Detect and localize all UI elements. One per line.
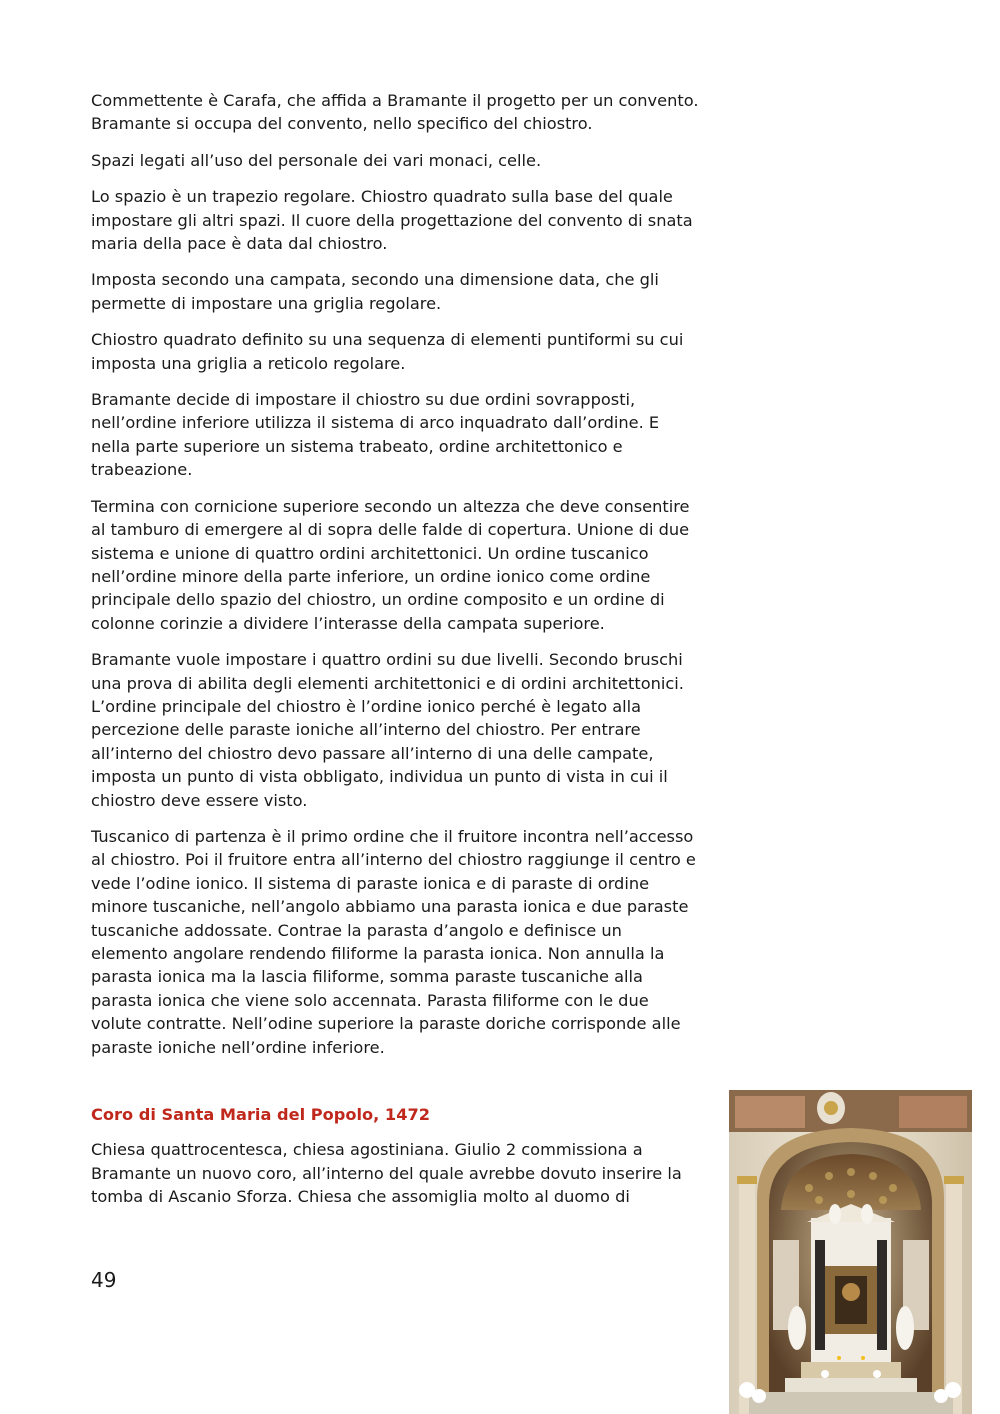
paragraph: Imposta secondo una campata, secondo una dimensione data, che gli permette di impostare una griglia regolare. — [91, 270, 659, 313]
body-text — [91, 89, 703, 1222]
paragraph: Commettente è Carafa, che affida a Bramante il progetto per un convento. Bramante si occupa del convento, nello specifico del chiostro. — [91, 91, 699, 134]
paragraph: Tuscanico di partenza è il primo ordine che il fruitore incontra nell’accesso al chiostro. Poi il fruitore entra all’interno del chiostro raggiunge il centro e vede l’odine ionico. Il sistema di paraste ionica e di paraste di ordine minore tuscaniche, nell’angolo abbiamo una parasta ionica e due paraste tuscaniche addossate. Contrae la parasta d’angolo e definisce un elemento angolare rendendo filiforme la parasta ionica. Non annulla la parasta ionica ma la lascia filiforme, somma paraste tuscaniche alla parasta ionica che viene solo accennata. Parasta filiforme con le due volute contratte. Nell’odine superiore la paraste doriche corrisponde alle paraste ioniche nell’ordine inferiore. — [91, 826, 696, 1057]
section-heading: Coro di Santa Maria del Popolo, 1472 — [91, 1105, 430, 1125]
paragraph: Termina con cornicione superiore secondo un altezza che deve consentire al tamburo di emergere al di sopra delle falde di copertura. Unione di due sistema e unione di quattro ordini architettonici. Un ordine tuscanico nell’ordine minore della parte inferiore, un ordine ionico come ordine principale dello spazio del chiostro, un ordine composito e un ordine di colonne corinzie a dividere l’interasse della campata superiore. — [91, 496, 690, 633]
paragraph: Bramante vuole impostare i quattro ordini su due livelli. Secondo bruschi una prova di abilita degli elementi architettonici e di ordini architettonici. L’ordine principale del chiostro è l’ordine ionico perché è legato alla percezione delle paraste ioniche all’interno del chiostro. Per entrare all’interno del chiostro devo passare all’interno di una delle campate, imposta un punto di vista obbligato, individua un punto di vista in cui il chiostro deve essere visto. — [91, 650, 684, 810]
paragraph: Lo spazio è un trapezio regolare. Chiostro quadrato sulla base del quale impostare gli altri spazi. Il cuore della progettazione del convento di snata maria della pace è data dal chiostro. — [91, 187, 693, 254]
paragraph: Bramante decide di impostare il chiostro su due ordini sovrapposti, nell’ordine inferiore utilizza il sistema di arco inquadrato dall’ordine. E nella parte superiore un sistema trabeato, ordine architettonico e trabeazione. — [91, 390, 660, 480]
church-choir-photo — [729, 1090, 972, 1414]
paragraph: Spazi legati all’uso del personale dei vari monaci, celle. — [91, 150, 542, 170]
paragraph: Chiostro quadrato definito su una sequenza di elementi puntiformi su cui imposta una griglia a reticolo regolare. — [91, 330, 684, 373]
page-number: 49 — [91, 1268, 117, 1292]
section-paragraph: Chiesa quattrocentesca, chiesa agostiniana. Giulio 2 commissiona a Bramante un nuovo coro, all’interno del quale avrebbe dovuto inserire la tomba di Ascanio Sforza. Chiesa che assomiglia molto al duomo di — [91, 1140, 682, 1207]
